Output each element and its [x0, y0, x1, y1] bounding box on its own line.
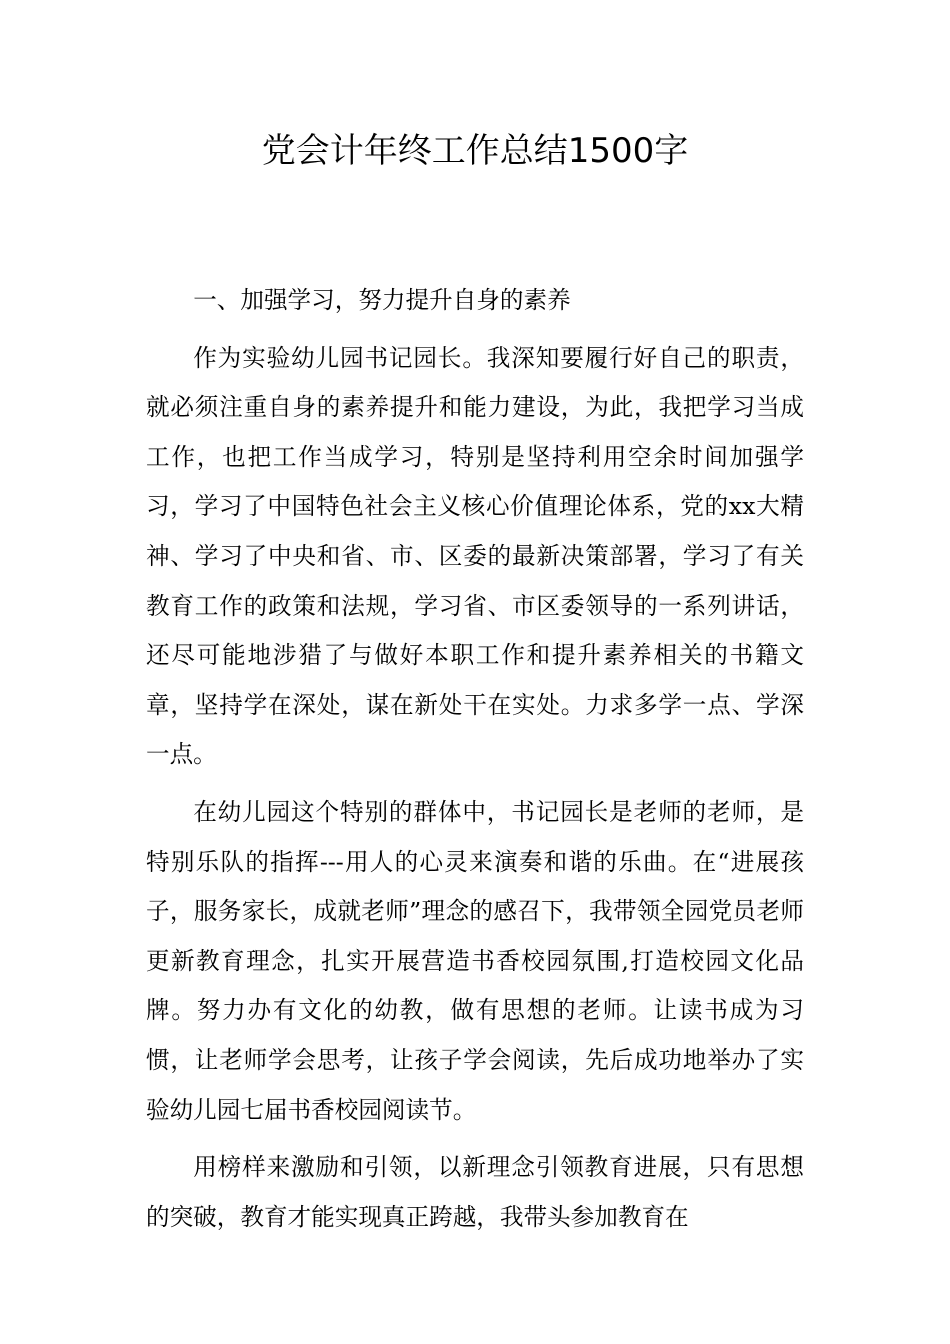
- paragraph: 用榜样来激励和引领，以新理念引领教育进展，只有思想的突破，教育才能实现真正跨越，我带头参加教育在: [146, 1153, 804, 1231]
- paragraph: 作为实验幼儿园书记园长。我深知要履行好自己的职责，就必须注重自身的素养提升和能力建设，为此，我把学习当成工作，也把工作当成学习，特别是坚持利用空余时间加强学习，学习了中国特色社会主义核心价值理论体系，党的xx大精神、学习了中央和省、市、区委的最新决策部署，学习了有关教育工作的政策和法规，学习省、市区委领导的一系列讲话，还尽可能地涉猎了与做好本职工作和提升素养相关的书籍文章，坚持学在深处，谋在新处干在实处。力求多学一点、学深一点。: [146, 343, 804, 769]
- document-body: [146, 276, 804, 1250]
- section-heading: 一、加强学习，努力提升自身的素养: [193, 286, 571, 314]
- paragraph: 在幼儿园这个特别的群体中，书记园长是老师的老师，是特别乐队的指挥---用人的心灵来演奏和谐的乐曲。在“进展孩子，服务家长，成就老师”理念的感召下，我带领全园党员老师更新教育理念，扎实开展营造书香校园氛围,打造校园文化品牌。努力办有文化的幼教，做有思想的老师。让读书成为习惯，让老师学会思考，让孩子学会阅读，先后成功地举办了实验幼儿园七届书香校园阅读节。: [146, 797, 804, 1124]
- document-title: 党会计年终工作总结1500字: [261, 131, 689, 171]
